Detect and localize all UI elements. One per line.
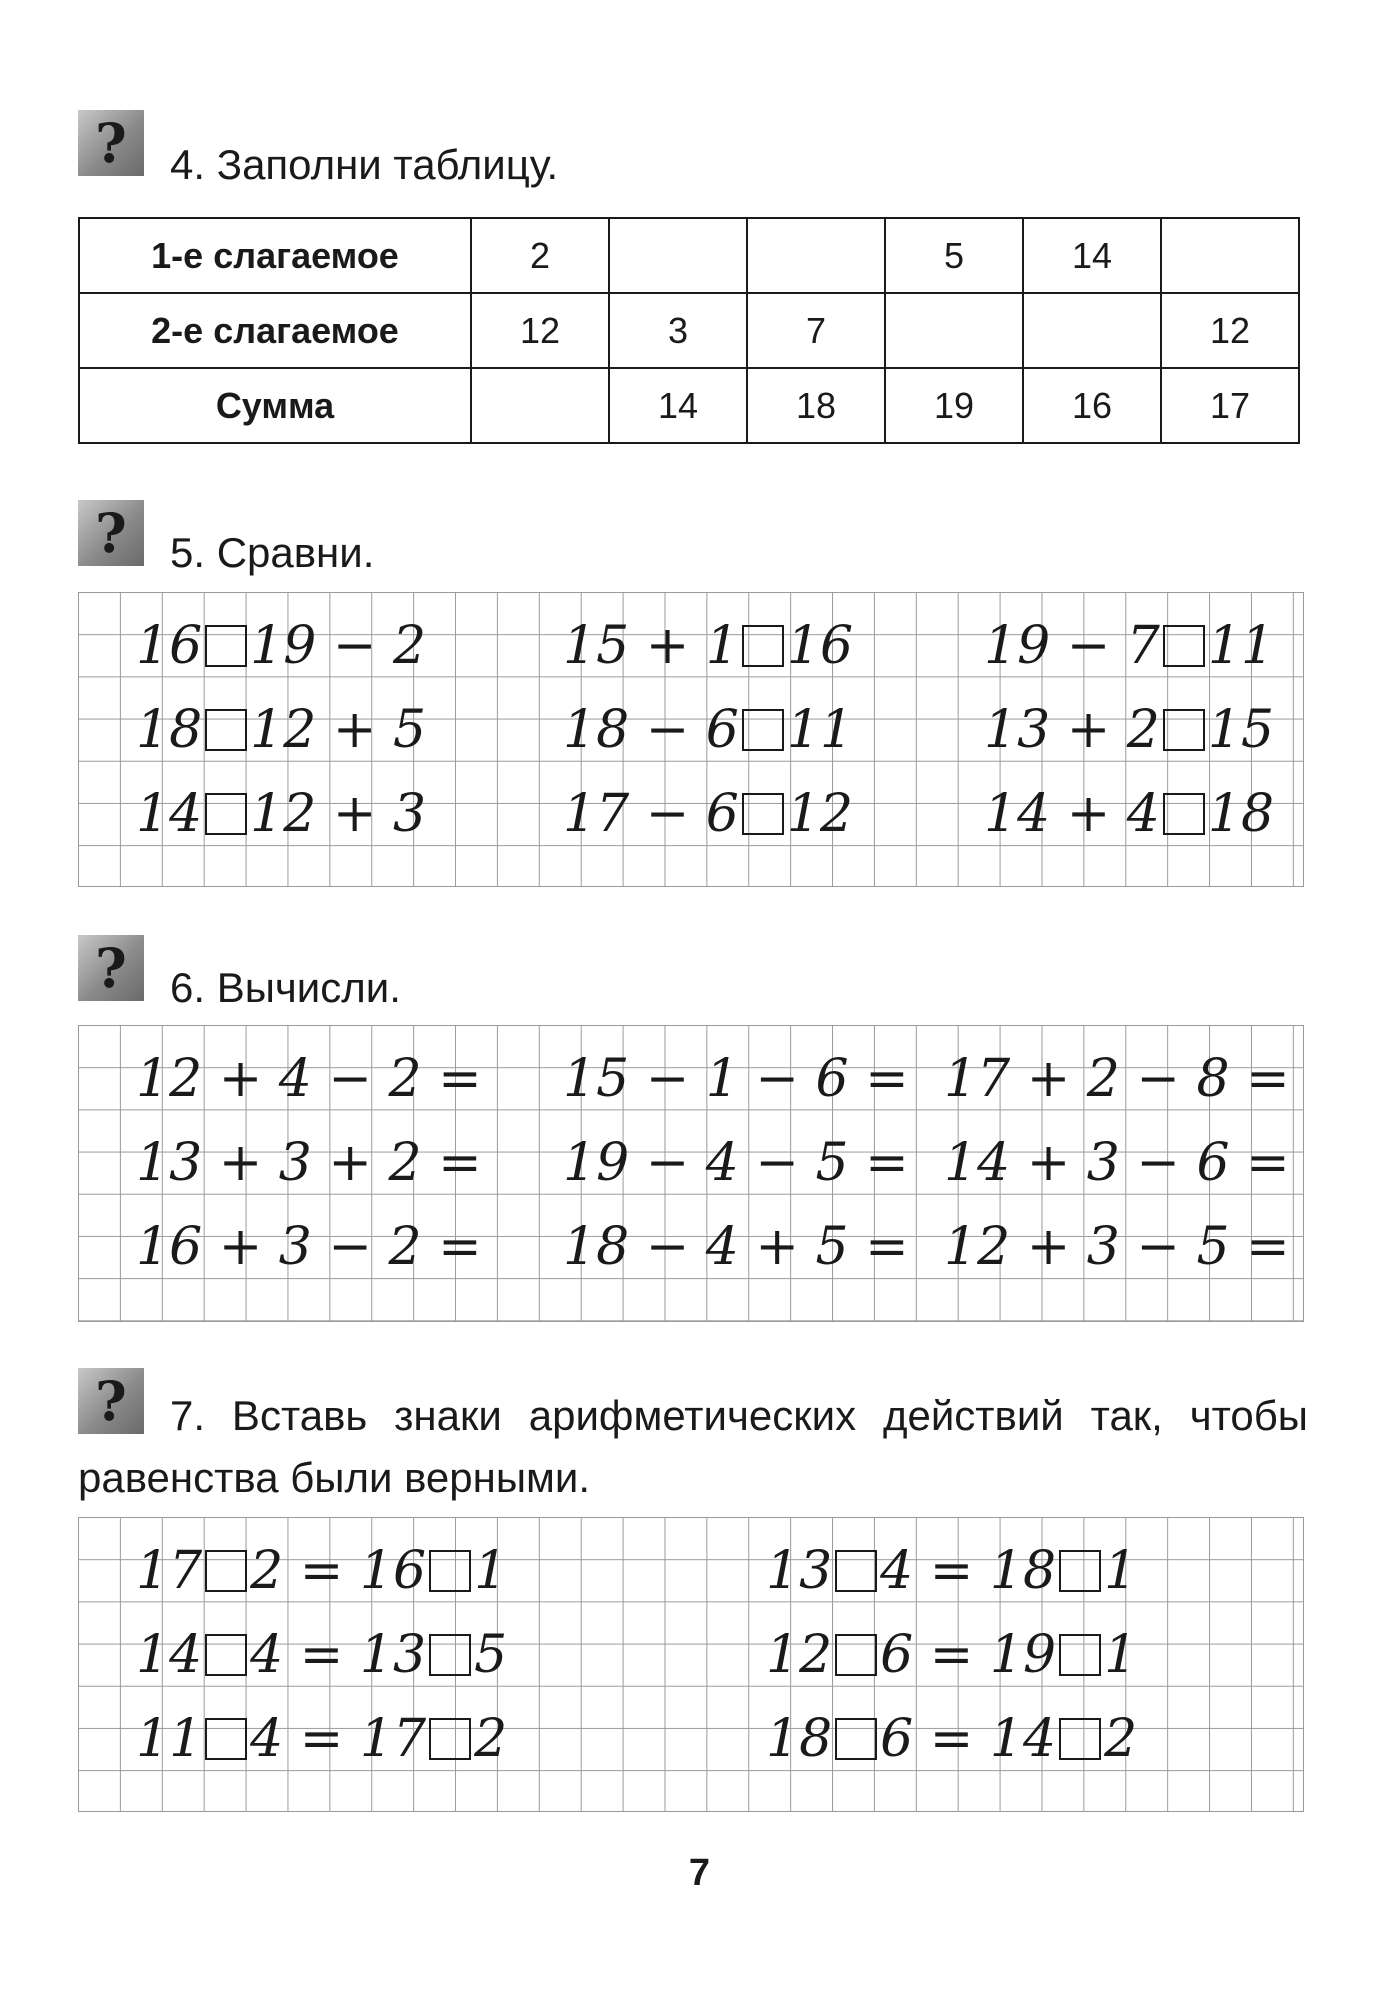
sign-box[interactable] <box>429 1550 471 1592</box>
table-cell[interactable]: 17 <box>1161 368 1299 443</box>
row-label: 2-е слагаемое <box>79 293 471 368</box>
compare-expression: 18 12 + 5 <box>136 700 427 760</box>
compare-box[interactable] <box>1163 793 1205 835</box>
calculate-expression: 15 − 1 − 6 = <box>563 1049 909 1109</box>
compare-box[interactable] <box>1163 709 1205 751</box>
compare-box[interactable] <box>205 709 247 751</box>
calculate-expression: 13 + 3 + 2 = <box>136 1133 482 1193</box>
compare-expression: 14 12 + 3 <box>136 784 427 844</box>
signs-equation: 12 6 = 19 1 <box>766 1625 1138 1685</box>
sign-box[interactable] <box>1059 1550 1101 1592</box>
table-cell[interactable]: 2 <box>471 218 609 293</box>
question-badge-icon: ? <box>78 1368 144 1434</box>
compare-box[interactable] <box>1163 625 1205 667</box>
question-badge-icon: ? <box>78 935 144 1001</box>
table-row <box>79 218 1299 293</box>
calculate-grid <box>78 1025 1304 1322</box>
question-badge-icon: ? <box>78 500 144 566</box>
compare-box[interactable] <box>205 793 247 835</box>
table-cell[interactable]: 12 <box>1161 293 1299 368</box>
table-cell[interactable] <box>885 293 1023 368</box>
row-label: 1-е слагаемое <box>79 218 471 293</box>
sign-box[interactable] <box>205 1550 247 1592</box>
calculate-expression: 12 + 3 − 5 = <box>944 1217 1290 1277</box>
calculate-expression: 12 + 4 − 2 = <box>136 1049 482 1109</box>
table-cell[interactable] <box>1161 218 1299 293</box>
question-badge-icon: ? <box>78 110 144 176</box>
table-row <box>79 293 1299 368</box>
compare-grid <box>78 592 1304 887</box>
table-cell[interactable]: 7 <box>747 293 885 368</box>
compare-expression: 18 − 6 11 <box>563 700 854 760</box>
table-cell[interactable] <box>1023 293 1161 368</box>
table-cell[interactable] <box>609 218 747 293</box>
task-7-title <box>78 1385 1308 1509</box>
sign-box[interactable] <box>1059 1718 1101 1760</box>
compare-box[interactable] <box>742 709 784 751</box>
table-cell[interactable]: 16 <box>1023 368 1161 443</box>
signs-equation: 11 4 = 17 2 <box>136 1709 508 1769</box>
compare-expression: 13 + 2 15 <box>984 700 1275 760</box>
table-cell[interactable] <box>471 368 609 443</box>
task-6-title: 6. Вычисли. <box>170 964 401 1011</box>
compare-expression: 17 − 6 12 <box>563 784 854 844</box>
signs-equation: 14 4 = 13 5 <box>136 1625 508 1685</box>
compare-expression: 15 + 1 16 <box>563 616 854 676</box>
sign-box[interactable] <box>205 1718 247 1760</box>
signs-equation: 18 6 = 14 2 <box>766 1709 1138 1769</box>
sign-box[interactable] <box>1059 1634 1101 1676</box>
task-5-title: 5. Сравни. <box>170 529 375 576</box>
calculate-expression: 17 + 2 − 8 = <box>944 1049 1290 1109</box>
sign-box[interactable] <box>835 1634 877 1676</box>
compare-box[interactable] <box>742 625 784 667</box>
sign-box[interactable] <box>205 1634 247 1676</box>
compare-box[interactable] <box>742 793 784 835</box>
task-4-title: 4. Заполни таблицу. <box>170 141 559 188</box>
table-row <box>79 368 1299 443</box>
sign-box[interactable] <box>835 1550 877 1592</box>
page-number: 7 <box>688 1852 711 1894</box>
addition-table <box>78 217 1300 444</box>
signs-grid <box>78 1517 1304 1812</box>
table-cell[interactable]: 14 <box>609 368 747 443</box>
compare-expression: 14 + 4 18 <box>984 784 1275 844</box>
compare-box[interactable] <box>205 625 247 667</box>
signs-equation: 13 4 = 18 1 <box>766 1541 1138 1601</box>
table-cell[interactable]: 3 <box>609 293 747 368</box>
table-cell[interactable]: 12 <box>471 293 609 368</box>
sign-box[interactable] <box>429 1634 471 1676</box>
table-cell[interactable] <box>747 218 885 293</box>
table-cell[interactable]: 14 <box>1023 218 1161 293</box>
calculate-expression: 14 + 3 − 6 = <box>944 1133 1290 1193</box>
task-7-text: 7. Вставь знаки арифметических действий так, чтобы равенства были верными. <box>78 1392 1308 1501</box>
sign-box[interactable] <box>429 1718 471 1760</box>
sign-box[interactable] <box>835 1718 877 1760</box>
compare-expression: 19 − 7 11 <box>984 616 1275 676</box>
compare-expression: 16 19 − 2 <box>136 616 427 676</box>
row-label: Сумма <box>79 368 471 443</box>
calculate-expression: 19 − 4 − 5 = <box>563 1133 909 1193</box>
calculate-expression: 16 + 3 − 2 = <box>136 1217 482 1277</box>
table-cell[interactable]: 5 <box>885 218 1023 293</box>
table-cell[interactable]: 19 <box>885 368 1023 443</box>
signs-equation: 17 2 = 16 1 <box>136 1541 508 1601</box>
table-cell[interactable]: 18 <box>747 368 885 443</box>
calculate-expression: 18 − 4 + 5 = <box>563 1217 909 1277</box>
